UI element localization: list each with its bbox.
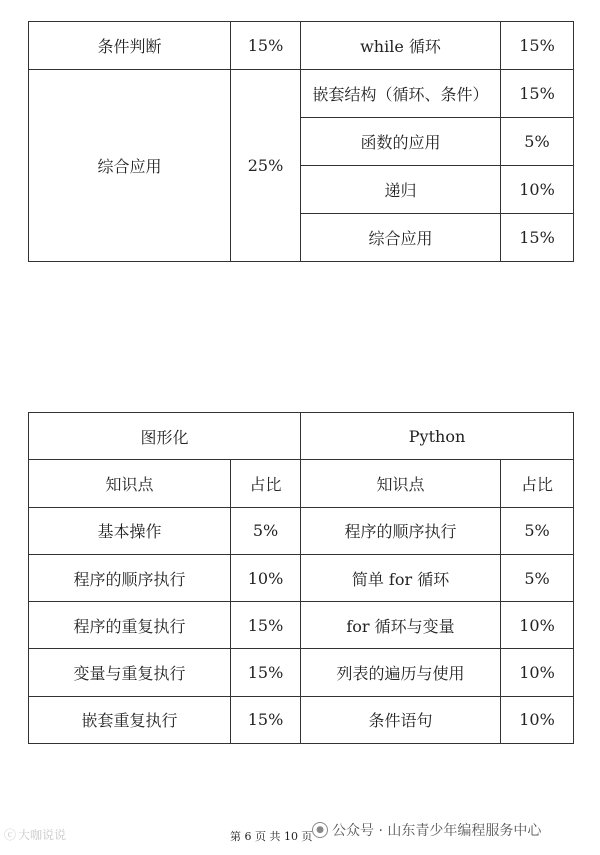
table-subheader-row <box>29 460 574 507</box>
python-topic-cell: 程序的顺序执行 <box>301 507 501 554</box>
category-pct-cell: 15% <box>231 22 301 70</box>
topic-pct-cell: 15% <box>501 214 574 262</box>
wechat-icon: ● <box>312 822 328 838</box>
graphical-topic-cell: 程序的顺序执行 <box>29 554 231 601</box>
graphical-pct-cell: 15% <box>231 649 301 696</box>
topic-cell: 综合应用 <box>301 214 501 262</box>
graphical-pct-cell: 15% <box>231 602 301 649</box>
python-topic-cell: for 循环与变量 <box>301 602 501 649</box>
watermark-left-text: 大咖说说 <box>18 828 67 842</box>
topic-cell: 函数的应用 <box>301 118 501 166</box>
python-topic-cell: 条件语句 <box>301 696 501 743</box>
python-pct-cell: 10% <box>501 649 574 696</box>
python-pct-cell: 10% <box>501 602 574 649</box>
category-cell: 综合应用 <box>29 70 231 262</box>
watermark-right-text: 公众号 · 山东青少年编程服务中心 <box>332 823 542 839</box>
col-ratio-header: 占比 <box>501 460 574 507</box>
table-row <box>29 696 574 743</box>
table-row <box>29 649 574 696</box>
category-cell: 条件判断 <box>29 22 231 70</box>
python-pct-cell: 5% <box>501 554 574 601</box>
topic-cell: 嵌套结构（循环、条件） <box>301 70 501 118</box>
table-row <box>29 22 574 70</box>
graphical-pct-cell: 15% <box>231 696 301 743</box>
graphical-topic-cell: 变量与重复执行 <box>29 649 231 696</box>
header-python: Python <box>301 413 574 460</box>
watermark-left <box>4 826 66 843</box>
topic-cell: 递归 <box>301 166 501 214</box>
topic-pct-cell: 15% <box>501 22 574 70</box>
python-topic-cell: 简单 for 循环 <box>301 554 501 601</box>
python-topic-cell: 列表的遍历与使用 <box>301 649 501 696</box>
comparison-table <box>28 412 574 744</box>
col-knowledge-header: 知识点 <box>29 460 231 507</box>
topic-pct-cell: 15% <box>501 70 574 118</box>
python-pct-cell: 10% <box>501 696 574 743</box>
topic-pct-cell: 10% <box>501 166 574 214</box>
table-row <box>29 507 574 554</box>
category-pct-cell: 25% <box>231 70 301 262</box>
header-graphical: 图形化 <box>29 413 301 460</box>
topic-cell: while 循环 <box>301 22 501 70</box>
topic-pct-cell: 5% <box>501 118 574 166</box>
col-knowledge-header: 知识点 <box>301 460 501 507</box>
graphical-pct-cell: 10% <box>231 554 301 601</box>
table-row <box>29 602 574 649</box>
graphical-pct-cell: 5% <box>231 507 301 554</box>
graphical-topic-cell: 嵌套重复执行 <box>29 696 231 743</box>
python-pct-cell: 5% <box>501 507 574 554</box>
graphical-topic-cell: 基本操作 <box>29 507 231 554</box>
score-table-top <box>28 21 574 262</box>
watermark-right <box>312 820 541 840</box>
page-number: 第 6 页 共 10 页 <box>230 830 313 843</box>
table-row <box>29 70 574 118</box>
graphical-topic-cell: 程序的重复执行 <box>29 602 231 649</box>
table-header-row <box>29 413 574 460</box>
col-ratio-header: 占比 <box>231 460 301 507</box>
watermark-logo-icon: ⓒ <box>4 828 17 842</box>
table-row <box>29 554 574 601</box>
